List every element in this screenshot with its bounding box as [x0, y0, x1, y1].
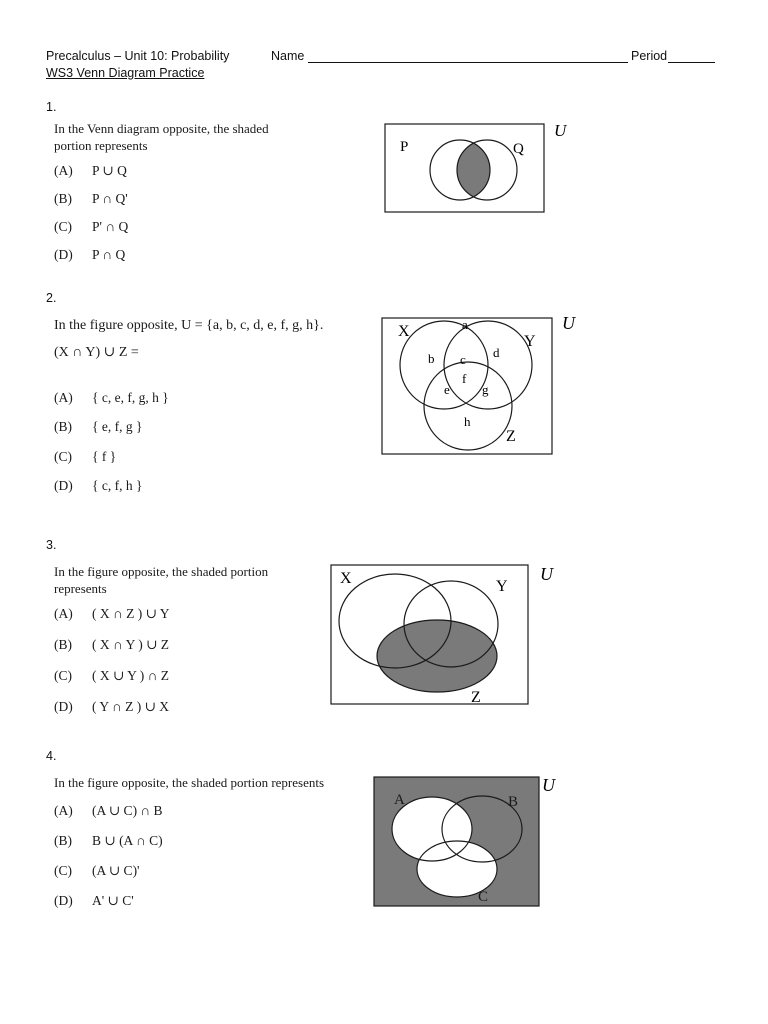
- question-2-option-c[interactable]: (C) { f }: [54, 449, 117, 464]
- period-blank[interactable]: [668, 62, 715, 63]
- question-2-option-b[interactable]: (B) { e, f, g }: [54, 419, 143, 434]
- label-universe: U: [542, 775, 555, 795]
- element-a: a: [462, 317, 468, 332]
- element-e: e: [444, 382, 450, 397]
- question-4-option-a[interactable]: (A) (A ∪ C) ∩ B: [54, 803, 163, 818]
- question-4-prompt: [54, 774, 324, 791]
- question-1-option-b[interactable]: (B) P ∩ Q': [54, 191, 128, 206]
- question-4-venn-diagram: [372, 774, 572, 912]
- question-2-prompt: [54, 317, 323, 361]
- prompt-line: represents: [54, 581, 107, 596]
- label-z: Z: [471, 689, 481, 706]
- label-universe: U: [562, 313, 575, 333]
- label-a: A: [394, 792, 405, 808]
- label-x: X: [340, 570, 352, 587]
- element-c: c: [460, 352, 466, 367]
- question-1-number: 1.: [46, 100, 57, 114]
- label-q: Q: [513, 141, 524, 157]
- element-g: g: [482, 382, 489, 397]
- question-4-number: 4.: [46, 749, 57, 763]
- label-universe: U: [554, 121, 567, 140]
- question-3-prompt: [54, 563, 268, 597]
- prompt-line: In the figure opposite, the shaded portion represents: [54, 775, 325, 790]
- prompt-line: (X ∩ Y) ∪ Z =: [54, 345, 139, 360]
- prompt-line: In the Venn diagram opposite, the shaded: [54, 121, 269, 136]
- label-p: P: [400, 139, 409, 155]
- prompt-line: In the figure opposite, the shaded portion: [54, 564, 269, 579]
- name-blank[interactable]: [308, 62, 628, 63]
- worksheet-subtitle: WS3 Venn Diagram Practice: [46, 66, 205, 80]
- prompt-line: portion represents: [54, 138, 148, 153]
- label-x: X: [398, 323, 410, 340]
- label-z: Z: [506, 428, 516, 445]
- question-2-number: 2.: [46, 291, 57, 305]
- question-4-option-b[interactable]: (B) B ∪ (A ∩ C): [54, 833, 163, 848]
- worksheet-header: [46, 49, 736, 65]
- label-y: Y: [496, 578, 508, 595]
- element-b: b: [428, 351, 435, 366]
- question-4-option-d[interactable]: (D) A' ∪ C': [54, 893, 134, 908]
- question-1-option-a[interactable]: (A) P ∪ Q: [54, 163, 127, 178]
- question-3-venn-diagram: [328, 561, 568, 709]
- question-1-prompt: [54, 120, 269, 154]
- question-3-option-a[interactable]: (A) ( X ∩ Z ) ∪ Y: [54, 606, 170, 621]
- question-1-venn-diagram: [380, 118, 580, 218]
- element-f: f: [462, 371, 467, 386]
- question-1-option-c[interactable]: (C) P' ∩ Q: [54, 219, 129, 234]
- label-c: C: [478, 889, 489, 905]
- label-universe: U: [540, 564, 553, 584]
- element-h: h: [464, 414, 471, 429]
- question-3-number: 3.: [46, 538, 57, 552]
- label-y: Y: [524, 333, 536, 350]
- question-3-option-d[interactable]: (D) ( Y ∩ Z ) ∪ X: [54, 699, 170, 714]
- prompt-line: In the figure opposite, U = {a, b, c, d, e, f, g, h}.: [54, 318, 324, 333]
- name-label: Name: [271, 49, 305, 63]
- period-label: Period: [631, 49, 668, 63]
- circle-z: [424, 362, 512, 450]
- question-2-option-d[interactable]: (D) { c, f, h }: [54, 478, 143, 493]
- ellipse-z-shaded: [377, 620, 497, 692]
- question-1-option-d[interactable]: (D) P ∩ Q: [54, 247, 126, 262]
- question-3-option-c[interactable]: (C) ( X ∪ Y ) ∩ Z: [54, 668, 170, 683]
- question-3-option-b[interactable]: (B) ( X ∩ Y ) ∪ Z: [54, 637, 170, 652]
- element-d: d: [493, 345, 500, 360]
- course-title: Precalculus – Unit 10: Probability: [46, 49, 230, 63]
- question-2-option-a[interactable]: (A) { c, e, f, g, h }: [54, 390, 169, 405]
- question-2-venn-diagram: [378, 310, 588, 460]
- label-b: B: [508, 794, 519, 810]
- question-4-option-c[interactable]: (C) (A ∪ C)': [54, 863, 140, 878]
